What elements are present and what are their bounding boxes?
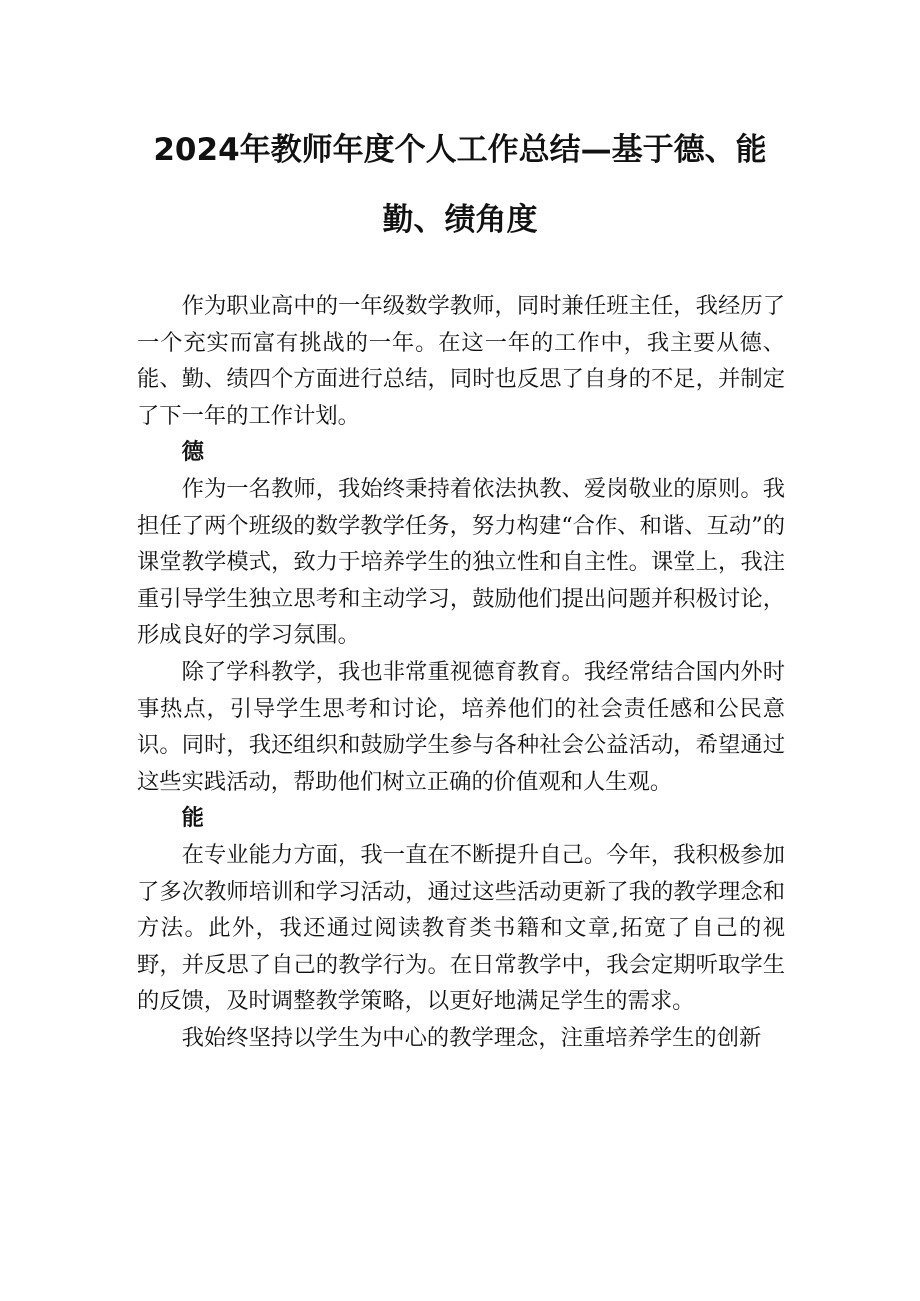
- intro-paragraph: 作为职业高中的一年级数学教师，同时兼任班主任，我经历了一个充实而富有挑战的一年。在这一年的工作中，我主要从德、能、勤、绩四个方面进行总结，同时也反思了自身的不足，并制定了下一年的工作计划。: [137, 293, 785, 429]
- body-paragraph: 除了学科教学，我也非常重视德育教育。我经常结合国内外时事热点，引导学生思考和讨论，培养他们的社会责任感和公民意识。同时，我还组织和鼓励学生参与各种社会公益活动，希望通过这些实践活动，帮助他们树立正确的价值观和人生观。: [137, 658, 785, 795]
- body-paragraph: 在专业能力方面，我一直在不断提升自己。今年，我积极参加了多次教师培训和学习活动，通过这些活动更新了我的教学理念和方法。此外，我还通过阅读教育类书籍和文章,拓宽了自己的视野，并反思了自己的教学行为。在日常教学中，我会定期听取学生的反馈，及时调整教学策略，以更好地满足学生的需求。: [137, 841, 785, 1015]
- document-title-line-1: 2024年教师年度个人工作总结—基于德、能: [153, 132, 767, 168]
- section-heading-de: 德: [181, 439, 204, 466]
- document-title-line-2: 勤、绩角度: [382, 202, 538, 238]
- body-paragraph: 我始终坚持以学生为中心的教学理念，注重培养学生的创新: [181, 1024, 762, 1051]
- body-paragraph: 作为一名教师，我始终秉持着依法执教、爱岗敬业的原则。我担任了两个班级的数学教学任务，努力构建“合作、和谐、互动”的课堂教学模式，致力于培养学生的独立性和自主性。课堂上，我注重引导学生独立思考和主动学习，鼓励他们提出问题并积极讨论，形成良好的学习氛围。: [137, 475, 785, 649]
- section-heading-neng: 能: [181, 805, 204, 832]
- document-body: [137, 288, 785, 1056]
